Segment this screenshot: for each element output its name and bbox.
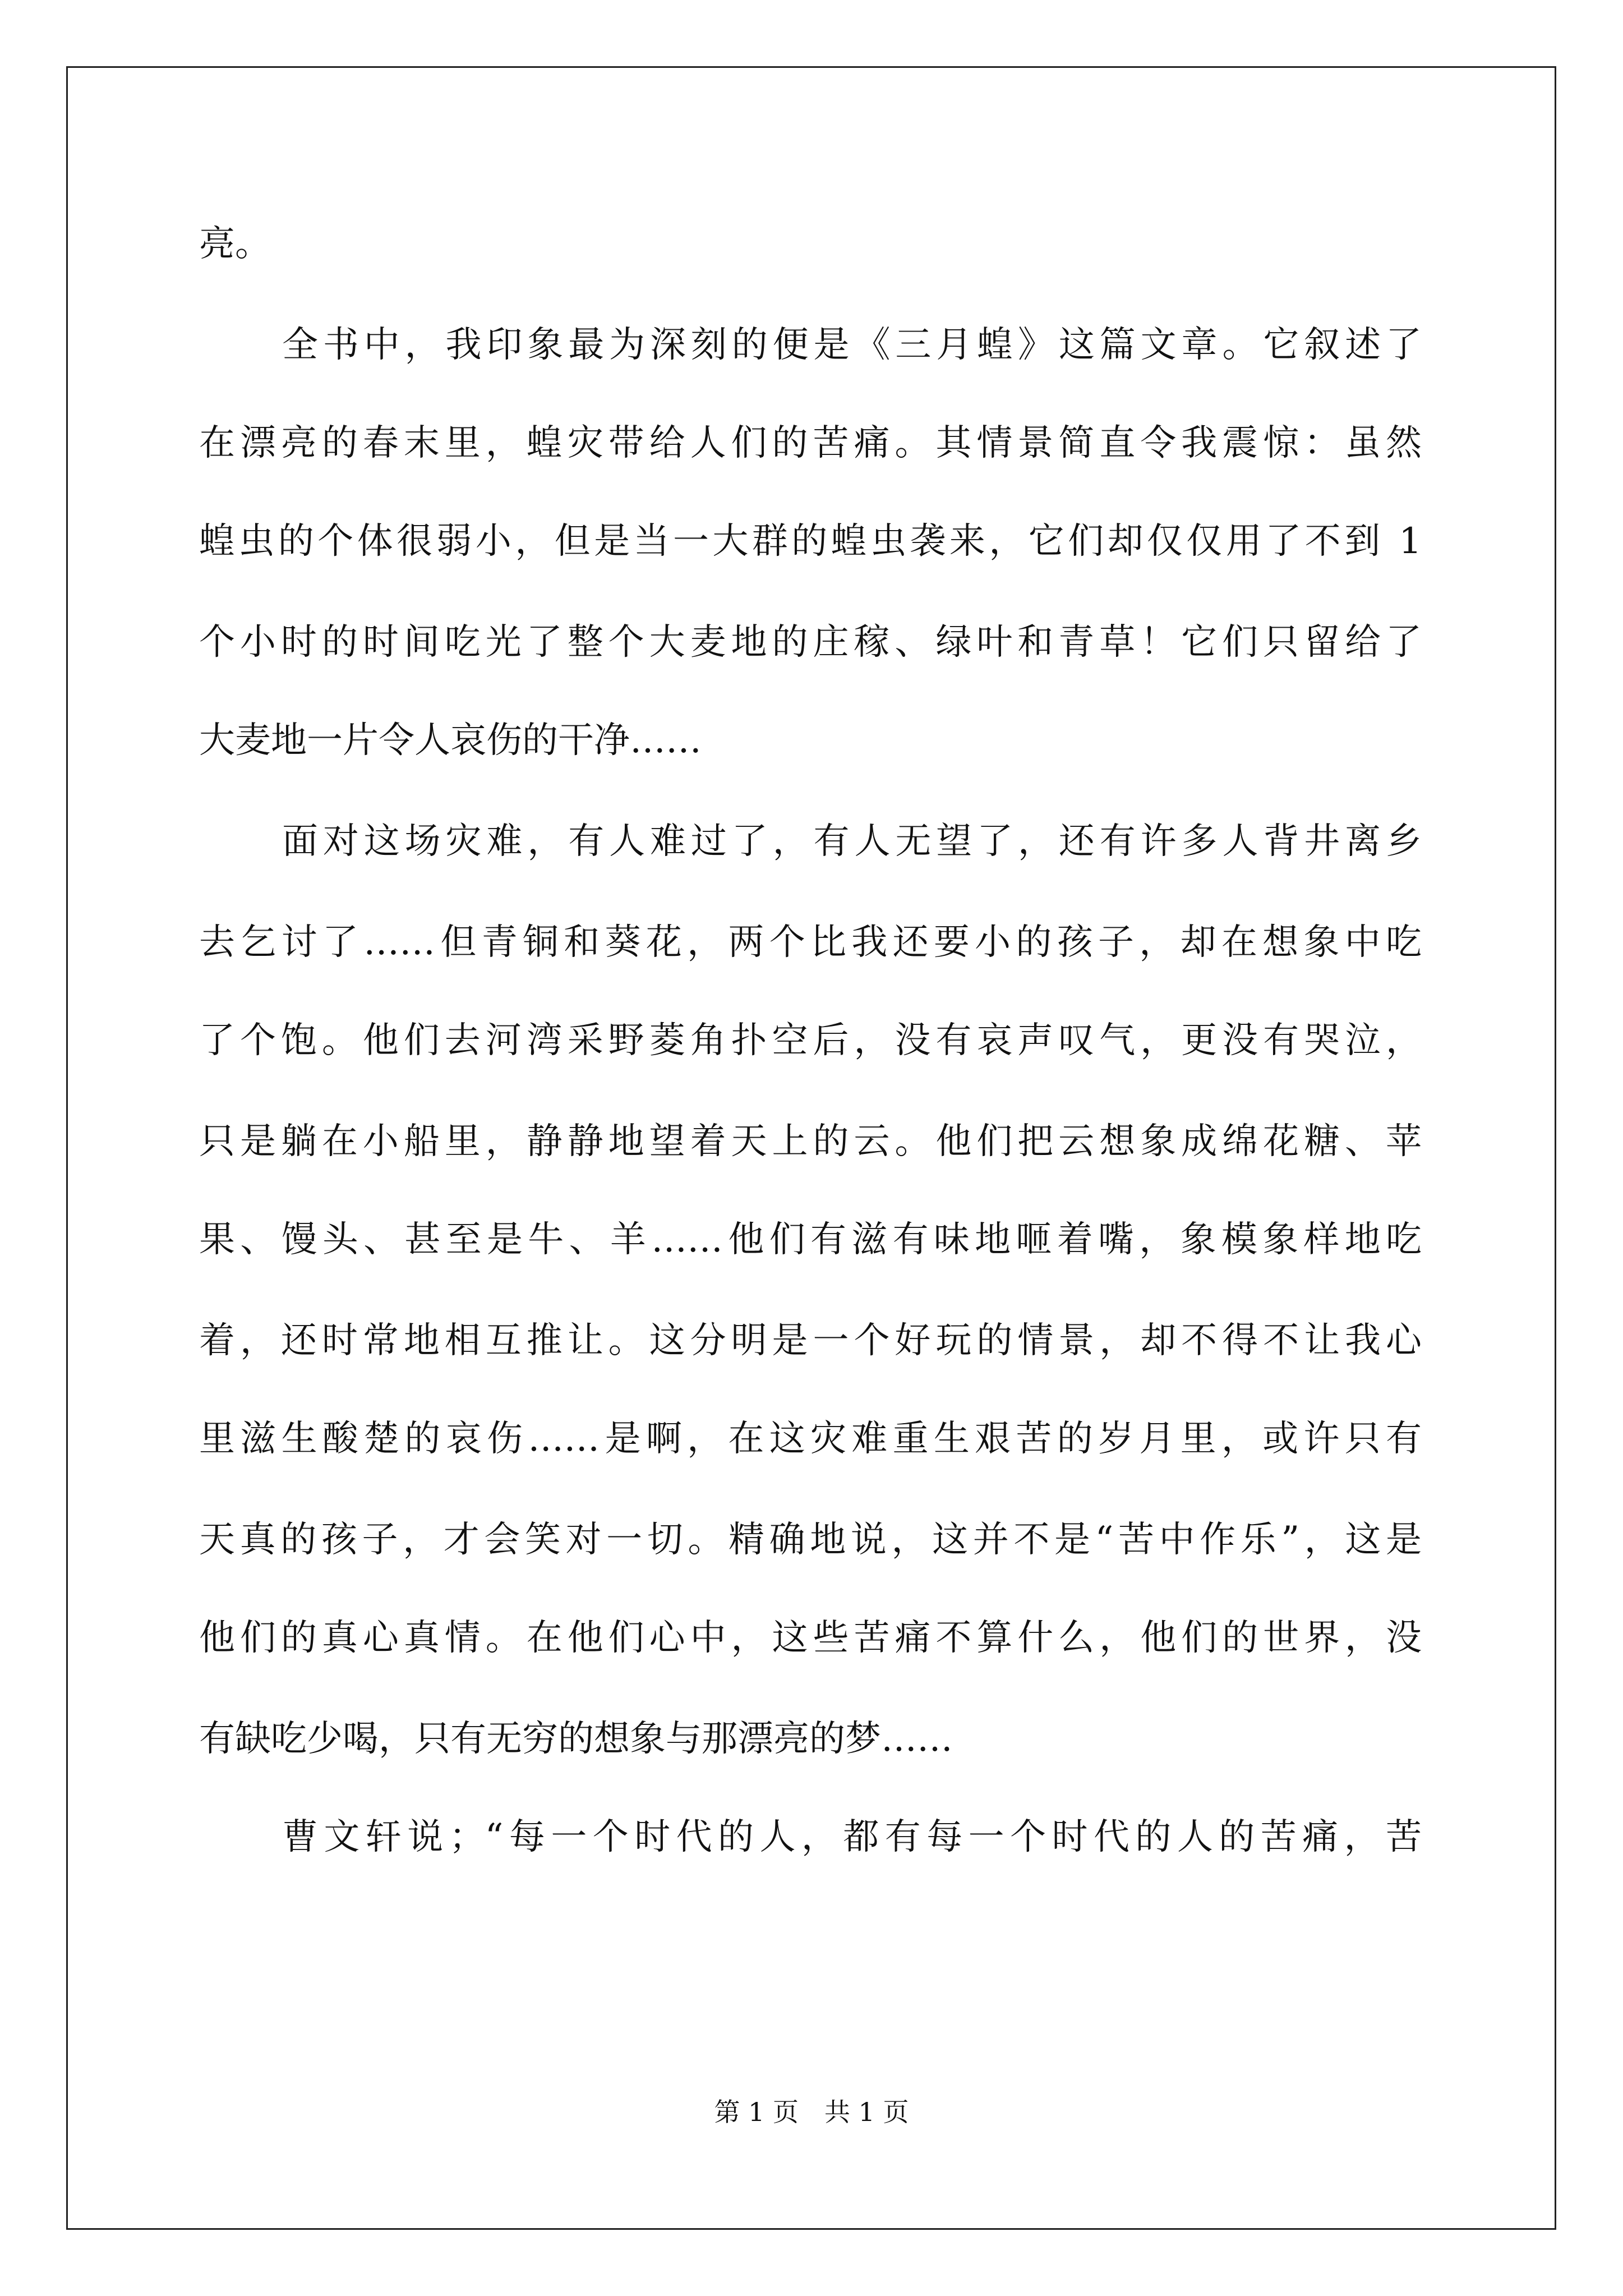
text-line: 去乞讨了……但青铜和葵花，两个比我还要小的孩子，却在想象中吃	[199, 922, 1422, 963]
text-line: 个小时的时间吃光了整个大麦地的庄稼、绿叶和青草！它们只留给了	[199, 622, 1422, 663]
text-line: 了个饱。他们去河湾采野菱角扑空后，没有哀声叹气，更没有哭泣，	[199, 1020, 1422, 1061]
text-line: 果、馒头、甚至是牛、羊……他们有滋有味地咂着嘴，象模象样地吃	[199, 1219, 1422, 1260]
paragraph-start-line: 全书中，我印象最为深刻的便是《三月蝗》这篇文章。它叙述了	[282, 324, 1422, 366]
text-line: 有缺吃少喝，只有无穷的想象与那漂亮的梦……	[199, 1718, 953, 1760]
paragraph-start-line: 曹文轩说；“每一个时代的人，都有每一个时代的人的苦痛，苦	[282, 1816, 1422, 1858]
text-line: 在漂亮的春末里，蝗灾带给人们的苦痛。其情景简直令我震惊：虽然	[199, 422, 1422, 464]
text-line: 他们的真心真情。在他们心中，这些苦痛不算什么，他们的世界，没	[199, 1617, 1422, 1659]
text-line: 只是躺在小船里，静静地望着天上的云。他们把云想象成绵花糖、苹	[199, 1121, 1422, 1162]
text-line: 蝗虫的个体很弱小，但是当一大群的蝗虫袭来，它们却仅仅用了不到 1	[199, 521, 1422, 562]
text-line: 亮。	[199, 223, 271, 265]
page-number: 第 1 页 共 1 页	[714, 2097, 909, 2127]
text-line: 天真的孩子，才会笑对一切。精确地说，这并不是“苦中作乐”，这是	[199, 1519, 1422, 1561]
paragraph-start-line: 面对这场灾难，有人难过了，有人无望了，还有许多人背井离乡	[282, 821, 1422, 862]
text-line: 着，还时常地相互推让。这分明是一个好玩的情景，却不得不让我心	[199, 1320, 1422, 1361]
text-line: 里滋生酸楚的哀伤……是啊，在这灾难重生艰苦的岁月里，或许只有	[199, 1418, 1422, 1460]
page-footer	[0, 2095, 1623, 2129]
text-line: 大麦地一片令人哀伤的干净……	[199, 720, 702, 761]
